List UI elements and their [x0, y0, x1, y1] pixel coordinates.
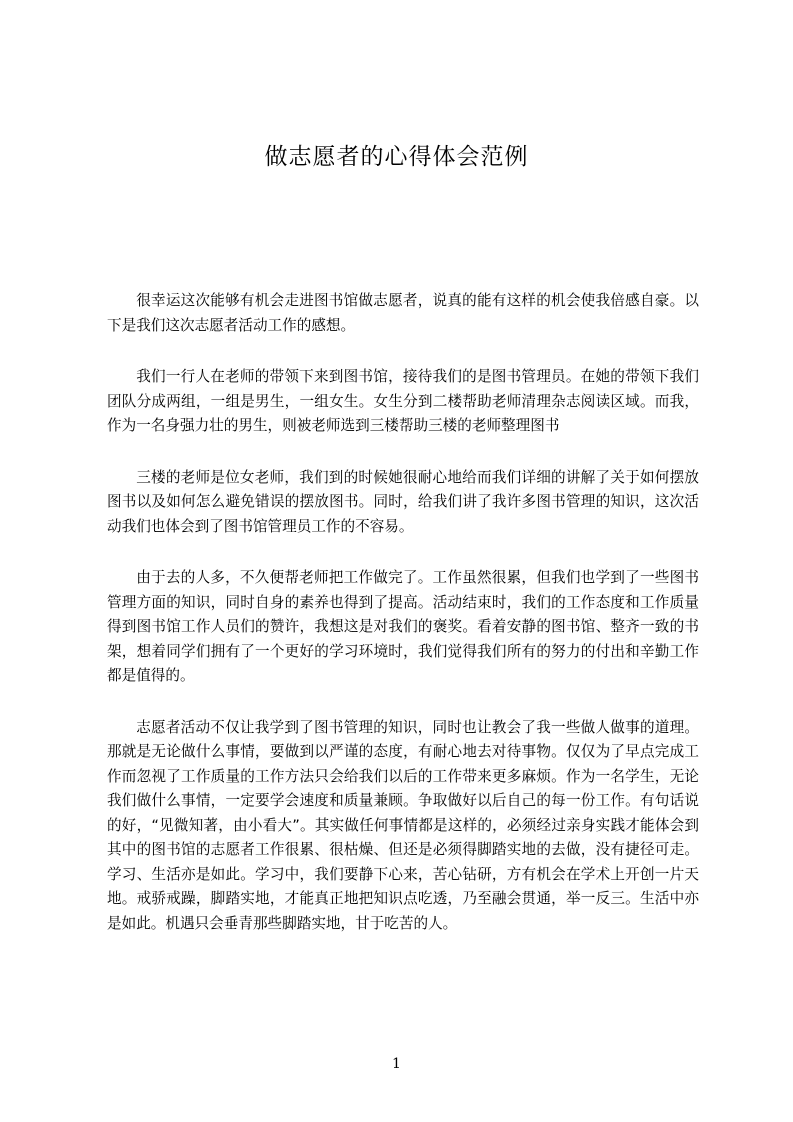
document-title: 做志愿者的心得体会范例 [264, 144, 529, 170]
paragraph-3: 三楼的老师是位女老师，我们到的时候她很耐心地给而我们详细的讲解了关于如何摆放图书以及如何怎么避免错误的摆放图书。同时，给我们讲了我许多图书管理的知识，这次活动我们也体会到了图书馆管理员工作的不容易。 [107, 468, 699, 535]
paragraph-1: 很幸运这次能够有机会走进图书馆做志愿者，说真的能有这样的机会使我倍感自豪。以下是我们这次志愿者活动工作的感想。 [107, 292, 699, 334]
document-body [107, 289, 699, 963]
paragraph-2: 我们一行人在老师的带领下来到图书馆，接待我们的是图书管理员。在她的带领下我们团队分成两组，一组是男生，一组女生。女生分到二楼帮助老师清理杂志阅读区域。而我，作为一名身强力壮的男生，则被老师选到三楼帮助三楼的老师整理图书 [107, 368, 699, 434]
page-number: 1 [392, 1056, 401, 1072]
paragraph-5: 志愿者活动不仅让我学到了图书管理的知识，同时也让教会了我一些做人做事的道理。那就是无论做什么事情，要做到以严谨的态度，有耐心地去对待事物。仅仅为了早点完成工作而忽视了工作质量的工作方法只会给我们以后的工作带来更多麻烦。作为一名学生，无论我们做什么事情，一定要学会速度和质量兼顾。争取做好以后自己的每一份工作。有句话说的好，“见微知著，由小看大”。其实做任何事情都是这样的，必须经过亲身实践才能体会到其中的图书馆的志愿者工作很累、很枯燥、但还是必须得脚踏实地的去做，没有捷径可走。学习、生活亦是如此。学习中，我们要静下心来，苦心钻研，方有机会在学术上开创一片天地。戒骄戒躁，脚踏实地，才能真正地把知识点吃透，乃至融会贯通，举一反三。生活中亦是如此。机遇只会垂青那些脚踏实地，甘于吃苦的人。 [107, 718, 699, 932]
paragraph-4: 由于去的人多，不久便帮老师把工作做完了。工作虽然很累，但我们也学到了一些图书管理方面的知识，同时自身的素养也得到了提高。活动结束时，我们的工作态度和工作质量得到图书馆工作人员们的赞许，我想这是对我们的褒奖。看着安静的图书馆、整齐一致的书架，想着同学们拥有了一个更好的学习环境时，我们觉得我们所有的努力的付出和辛勤工作都是值得的。 [107, 569, 699, 684]
